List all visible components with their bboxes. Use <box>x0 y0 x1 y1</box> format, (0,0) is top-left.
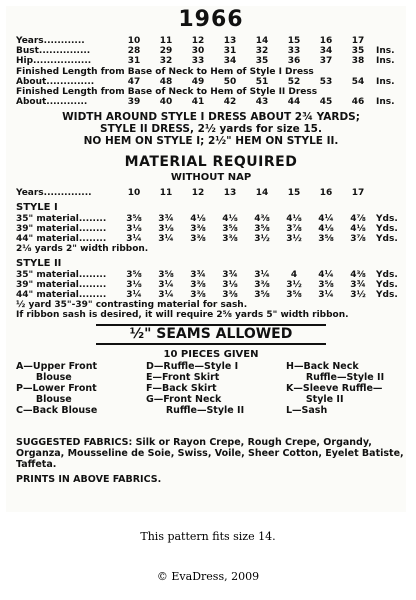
row-value: 50 <box>223 77 237 87</box>
material-subtitle: WITHOUT NAP <box>170 172 252 183</box>
row-label: Hip................. <box>16 56 92 66</box>
row-value: 51 <box>255 77 269 87</box>
row-value: 3⅛ <box>126 280 142 290</box>
row-value: 3½ <box>350 290 366 300</box>
row-value: 15 <box>287 36 301 46</box>
piece-item: A—Upper Front <box>16 361 98 372</box>
row-value: 14 <box>255 36 269 46</box>
pieces-title: 10 PIECES GIVEN <box>163 349 259 360</box>
row-value: 3⅝ <box>126 270 142 280</box>
row-label: 44" material........ <box>16 290 107 300</box>
row-value: 10 <box>127 188 141 198</box>
row-value: 3¾ <box>350 280 366 290</box>
style1-title: STYLE I <box>16 202 58 213</box>
row-label: Years............ <box>16 36 85 46</box>
row-unit: Yds. <box>376 280 398 290</box>
row-value: 17 <box>351 36 365 46</box>
material-row <box>16 234 406 244</box>
piece-item: G—Front Neck <box>146 394 222 405</box>
row-value: 17 <box>351 188 365 198</box>
row-unit: Ins. <box>376 46 395 56</box>
row-unit: Yds. <box>376 214 398 224</box>
copyright-caption: © EvaDress, 2009 <box>156 570 260 583</box>
row-value: 3⅜ <box>254 280 270 290</box>
row-value: 3¼ <box>158 234 174 244</box>
row-value: 35 <box>351 46 365 56</box>
piece-item: C—Back Blouse <box>16 405 98 416</box>
row-value: 3⅝ <box>254 290 270 300</box>
material-row <box>16 290 406 300</box>
row-label: About............ <box>16 97 88 107</box>
row-value: 3⅝ <box>158 270 174 280</box>
row-unit: Ins. <box>376 56 395 66</box>
material-row <box>16 270 406 280</box>
row-value: 4⅛ <box>318 224 334 234</box>
row-label: About.............. <box>16 77 95 87</box>
row-value: 4⅛ <box>222 214 238 224</box>
piece-item: H—Back Neck <box>286 361 359 372</box>
row-value: 3¾ <box>190 270 206 280</box>
material-title: MATERIAL REQUIRED <box>124 154 298 170</box>
piece-item: Ruffle—Style II <box>146 405 245 416</box>
row-value: 48 <box>159 77 173 87</box>
row-value: 3⅝ <box>318 280 334 290</box>
finished-length-row <box>16 97 406 107</box>
row-label: 39" material........ <box>16 224 107 234</box>
row-value: 4⅞ <box>350 214 366 224</box>
row-value: 36 <box>287 56 301 66</box>
row-unit: Yds. <box>376 234 398 244</box>
fabrics-label: SUGGESTED FABRICS: <box>16 437 133 448</box>
pieces-column <box>146 361 244 416</box>
row-value: 29 <box>159 46 173 56</box>
row-value: 43 <box>255 97 269 107</box>
row-value: 30 <box>191 46 205 56</box>
row-value: 33 <box>191 56 205 66</box>
row-value: 3⅝ <box>286 290 302 300</box>
row-value: 34 <box>319 46 333 56</box>
row-label: 39" material........ <box>16 280 107 290</box>
row-value: 3½ <box>286 280 302 290</box>
row-value: 3½ <box>286 234 302 244</box>
finished-length-style2-label: Finished Length from Base of Neck to Hem of Style II Dress <box>16 87 318 97</box>
row-value: 12 <box>191 188 205 198</box>
pattern-document <box>16 6 406 485</box>
row-label: Bust............... <box>16 46 91 56</box>
piece-item: Blouse <box>16 394 72 405</box>
pieces-column <box>16 361 97 416</box>
row-value: 10 <box>127 36 141 46</box>
row-value: 3¼ <box>318 290 334 300</box>
row-value: 33 <box>287 46 301 56</box>
row-value: 11 <box>159 188 173 198</box>
size-row <box>16 46 406 56</box>
row-value: 4⅛ <box>286 214 302 224</box>
row-label: 35" material........ <box>16 214 107 224</box>
row-value: 42 <box>223 97 237 107</box>
row-value: 3¾ <box>158 214 174 224</box>
row-value: 53 <box>319 77 333 87</box>
pieces-list <box>16 361 406 433</box>
piece-item: E—Front Skirt <box>146 372 220 383</box>
material-row <box>16 214 406 224</box>
row-value: 4⅛ <box>350 224 366 234</box>
piece-item: Blouse <box>16 372 72 383</box>
row-value: 54 <box>351 77 365 87</box>
row-value: 4¼ <box>318 270 334 280</box>
row-value: 3⅜ <box>190 224 206 234</box>
piece-item: L—Sash <box>286 405 328 416</box>
pattern-sheet <box>6 6 406 512</box>
row-value: 11 <box>159 36 173 46</box>
piece-item: Style II <box>286 394 344 405</box>
row-value: 3⅝ <box>318 234 334 244</box>
row-unit: Yds. <box>376 224 398 234</box>
years-row <box>16 188 406 198</box>
row-value: 16 <box>319 36 333 46</box>
row-value: 3⅝ <box>126 214 142 224</box>
row-value: 3¼ <box>158 290 174 300</box>
row-value: 4⅜ <box>350 270 366 280</box>
row-value: 38 <box>351 56 365 66</box>
row-value: 3⅜ <box>190 234 206 244</box>
row-value: 3⅝ <box>254 224 270 234</box>
row-label: 35" material........ <box>16 270 107 280</box>
row-value: 39 <box>127 97 141 107</box>
row-value: 3⅛ <box>222 280 238 290</box>
width-note-line: NO HEM ON STYLE I; 2½" HEM ON STYLE II. <box>83 135 339 147</box>
row-value: 44 <box>287 97 301 107</box>
piece-item: Ruffle—Style II <box>286 372 385 383</box>
row-value: 3⅜ <box>190 290 206 300</box>
pieces-column <box>286 361 384 416</box>
row-value: 4¼ <box>318 214 334 224</box>
style1-table <box>16 214 406 244</box>
row-value: 46 <box>351 97 365 107</box>
row-value: 3⅛ <box>126 224 142 234</box>
row-label: Years.............. <box>16 188 92 198</box>
style2-note: If ribbon sash is desired, it will require 2⅝ yards 5" width ribbon. <box>16 310 349 320</box>
style2-note: ½ yard 35"-39" contrasting material for sash. <box>16 300 248 310</box>
row-unit: Yds. <box>376 270 398 280</box>
row-value: 31 <box>223 46 237 56</box>
prints-note: PRINTS IN ABOVE FABRICS. <box>16 474 162 485</box>
row-value: 13 <box>223 36 237 46</box>
row-value: 52 <box>287 77 301 87</box>
row-value: 4⅛ <box>190 214 206 224</box>
row-value: 4 <box>290 270 298 280</box>
row-value: 3¼ <box>126 234 142 244</box>
row-value: 3⅜ <box>222 290 238 300</box>
row-value: 14 <box>255 188 269 198</box>
row-value: 12 <box>191 36 205 46</box>
year-title: 1966 <box>178 7 244 32</box>
row-value: 3⅞ <box>350 234 366 244</box>
width-note-line: WIDTH AROUND STYLE I DRESS ABOUT 2¾ YARDS; <box>62 111 360 123</box>
piece-item: K—Sleeve Ruffle— <box>286 383 383 394</box>
finished-length-style1-label: Finished Length from Base of Neck to Hem of Style I Dress <box>16 67 314 77</box>
row-value: 13 <box>223 188 237 198</box>
row-value: 15 <box>287 188 301 198</box>
fabrics-text: Silk or Rayon Crepe, Rough Crepe, Organdy, Organza, Mousseline de Soie, Swiss, Voile, Sheer Cotton, Eyelet Batiste, Taffeta. <box>16 437 404 470</box>
row-value: 31 <box>127 56 141 66</box>
row-value: 4⅜ <box>254 214 270 224</box>
row-unit: Ins. <box>376 77 395 87</box>
row-value: 35 <box>255 56 269 66</box>
row-value: 3½ <box>254 234 270 244</box>
row-unit: Yds. <box>376 290 398 300</box>
row-value: 49 <box>191 77 205 87</box>
row-unit: Ins. <box>376 97 395 107</box>
piece-item: F—Back Skirt <box>146 383 217 394</box>
row-value: 37 <box>319 56 333 66</box>
row-value: 32 <box>159 56 173 66</box>
row-value: 47 <box>127 77 141 87</box>
size-row <box>16 36 406 46</box>
row-value: 3⅛ <box>158 224 174 234</box>
finished-length-row <box>16 77 406 87</box>
fit-caption: This pattern fits size 14. <box>140 530 276 543</box>
row-value: 28 <box>127 46 141 56</box>
row-value: 32 <box>255 46 269 56</box>
row-value: 3¾ <box>222 270 238 280</box>
row-value: 3⅜ <box>190 280 206 290</box>
sizes-table <box>16 36 406 66</box>
width-note-line: STYLE II DRESS, 2½ yards for size 15. <box>100 123 322 135</box>
row-value: 3¼ <box>158 280 174 290</box>
piece-item: D—Ruffle—Style I <box>146 361 239 372</box>
row-value: 16 <box>319 188 333 198</box>
finished-length-style2-row <box>16 97 406 107</box>
row-value: 45 <box>319 97 333 107</box>
style2-title: STYLE II <box>16 258 62 269</box>
width-note <box>16 111 406 147</box>
material-row <box>16 224 406 234</box>
row-value: 34 <box>223 56 237 66</box>
piece-item: P—Lower Front <box>16 383 97 394</box>
style1-note: 2⅛ yards 2" width ribbon. <box>16 244 149 254</box>
material-years-row <box>16 188 406 198</box>
row-value: 41 <box>191 97 205 107</box>
size-row <box>16 56 406 66</box>
row-value: 3⅝ <box>222 224 238 234</box>
suggested-fabrics <box>16 437 406 470</box>
row-value: 40 <box>159 97 173 107</box>
finished-length-style1-row <box>16 77 406 87</box>
seams-allowed-banner: ½" SEAMS ALLOWED <box>96 324 326 345</box>
style2-table <box>16 270 406 300</box>
row-value: 3¼ <box>126 290 142 300</box>
row-value: 3⅞ <box>286 224 302 234</box>
material-row <box>16 280 406 290</box>
row-value: 3¼ <box>254 270 270 280</box>
row-value: 3⅜ <box>222 234 238 244</box>
row-label: 44" material........ <box>16 234 107 244</box>
